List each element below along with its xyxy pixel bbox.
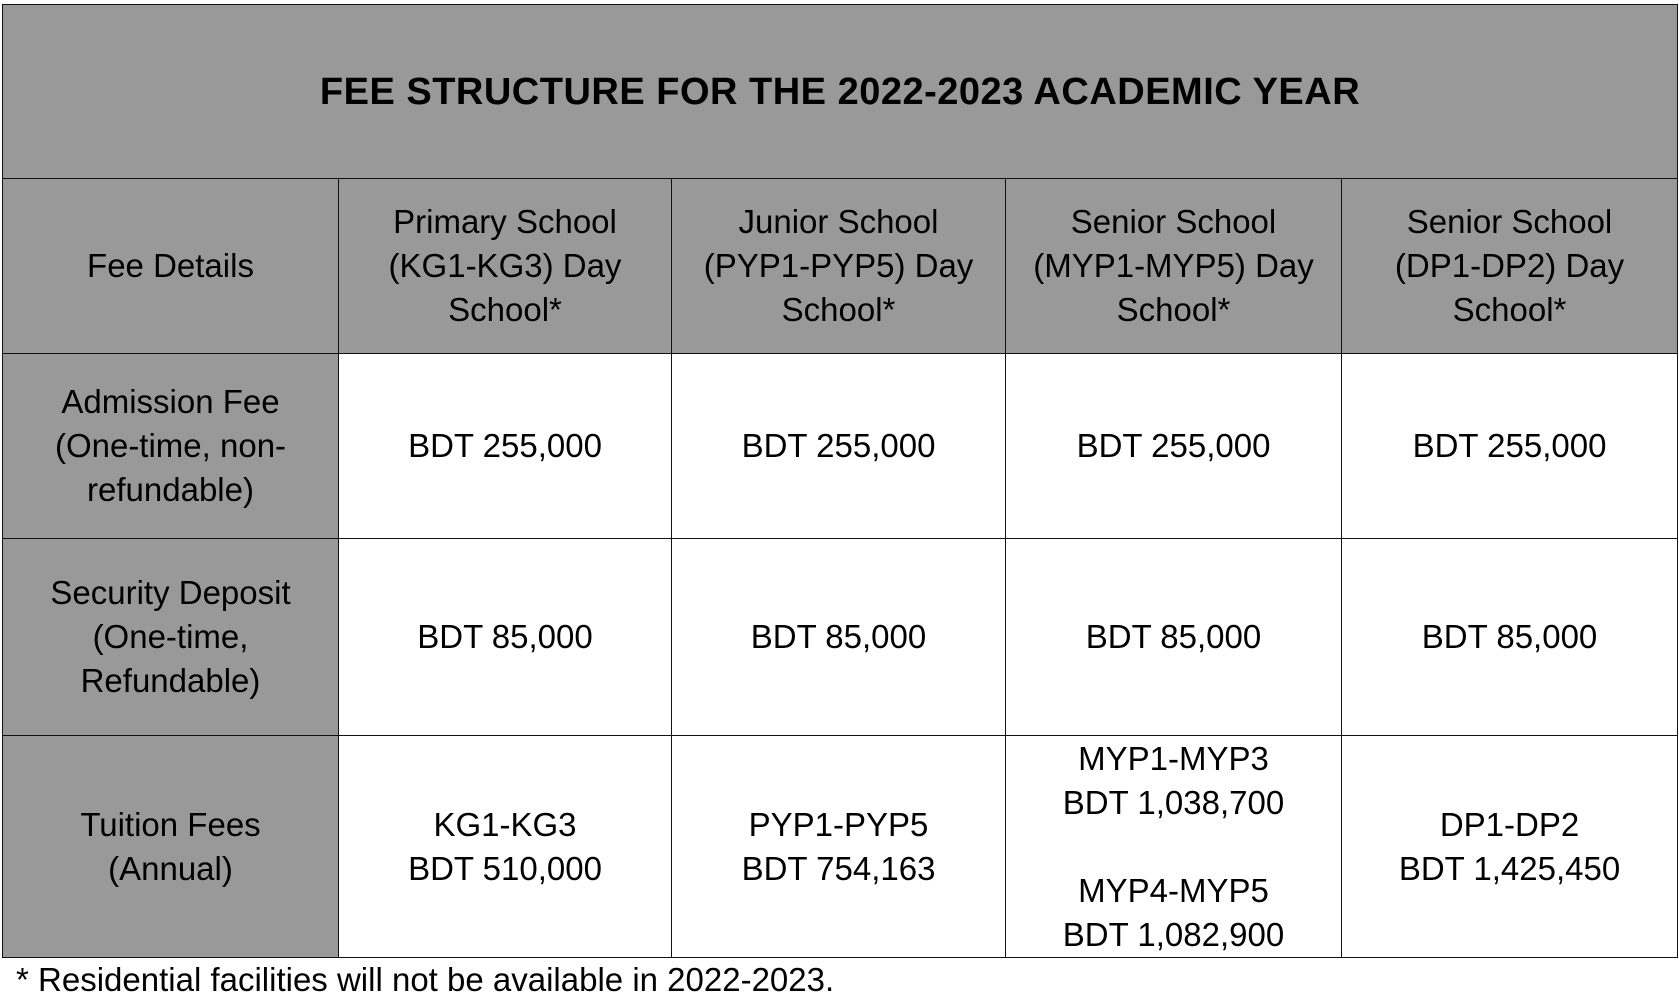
header-junior-line-1: Junior School [738, 203, 939, 240]
header-primary-school [339, 179, 672, 354]
tuition-dp-amount: BDT 1,425,450 [1398, 849, 1621, 887]
admission-fee-senior-myp: BDT 255,000 [1006, 354, 1342, 539]
security-deposit-senior-dp: BDT 85,000 [1342, 539, 1678, 736]
label-tuition-fees [3, 736, 339, 958]
table-row-admission-fee [3, 354, 1678, 539]
header-senior-myp-school [1006, 179, 1342, 354]
header-junior-school [672, 179, 1006, 354]
tuition-myp-spacer [1012, 825, 1335, 869]
admission-fee-primary: BDT 255,000 [339, 354, 672, 539]
label-deposit-line-1: Security Deposit [50, 574, 291, 611]
tuition-fee-junior [672, 736, 1006, 958]
security-deposit-junior: BDT 85,000 [672, 539, 1006, 736]
header-senior-myp-line-3: School* [1116, 291, 1231, 328]
tuition-fee-primary [339, 736, 672, 958]
header-senior-myp-line-1: Senior School [1070, 203, 1277, 240]
label-admission-fee [3, 354, 339, 539]
label-tuition-line-1: Tuition Fees [80, 805, 261, 843]
table-title: FEE STRUCTURE FOR THE 2022-2023 ACADEMIC YEAR [3, 5, 1678, 179]
residential-footnote: * Residential facilities will not be available in 2022-2023. [16, 961, 835, 998]
table-row-security-deposit [3, 539, 1678, 736]
admission-fee-senior-dp: BDT 255,000 [1342, 354, 1678, 539]
header-junior-line-3: School* [781, 291, 896, 328]
header-primary-line-2: (KG1-KG3) Day [388, 247, 622, 284]
label-admission-line-1: Admission Fee [61, 383, 280, 420]
label-admission-line-3: refundable) [87, 471, 254, 508]
security-deposit-primary: BDT 85,000 [339, 539, 672, 736]
header-senior-myp-line-2: (MYP1-MYP5) Day [1033, 247, 1314, 284]
header-junior-line-2: (PYP1-PYP5) Day [703, 247, 974, 284]
label-admission-line-2: (One-time, non- [54, 427, 287, 464]
label-tuition-line-2: (Annual) [108, 849, 233, 887]
header-fee-details: Fee Details [3, 179, 339, 354]
title-row [3, 5, 1678, 179]
header-senior-dp-line-3: School* [1452, 291, 1567, 328]
header-row [3, 179, 1678, 354]
tuition-myp-second-amount: BDT 1,082,900 [1062, 915, 1285, 953]
tuition-primary-grades: KG1-KG3 [433, 805, 577, 843]
tuition-junior-amount: BDT 754,163 [741, 849, 936, 887]
tuition-junior-grades: PYP1-PYP5 [748, 805, 929, 843]
header-senior-dp-line-2: (DP1-DP2) Day [1394, 247, 1625, 284]
tuition-primary-amount: BDT 510,000 [408, 849, 602, 887]
header-senior-dp-line-1: Senior School [1406, 203, 1613, 240]
header-primary-line-1: Primary School [393, 203, 617, 240]
header-primary-line-3: School* [448, 291, 562, 328]
table-row-tuition-fees [3, 736, 1678, 958]
tuition-myp-first-grades: MYP1-MYP3 [1078, 739, 1269, 777]
tuition-myp-first-amount: BDT 1,038,700 [1062, 783, 1285, 821]
fee-structure-table [2, 4, 1678, 958]
tuition-fee-senior-dp [1342, 736, 1678, 958]
tuition-myp-second-grades: MYP4-MYP5 [1078, 871, 1269, 909]
security-deposit-senior-myp: BDT 85,000 [1006, 539, 1342, 736]
header-senior-dp-school [1342, 179, 1678, 354]
label-security-deposit [3, 539, 339, 736]
label-deposit-line-2: (One-time, [92, 618, 249, 655]
admission-fee-junior: BDT 255,000 [672, 354, 1006, 539]
label-deposit-line-3: Refundable) [80, 662, 261, 699]
tuition-fee-senior-myp [1006, 736, 1342, 958]
tuition-dp-grades: DP1-DP2 [1439, 805, 1580, 843]
